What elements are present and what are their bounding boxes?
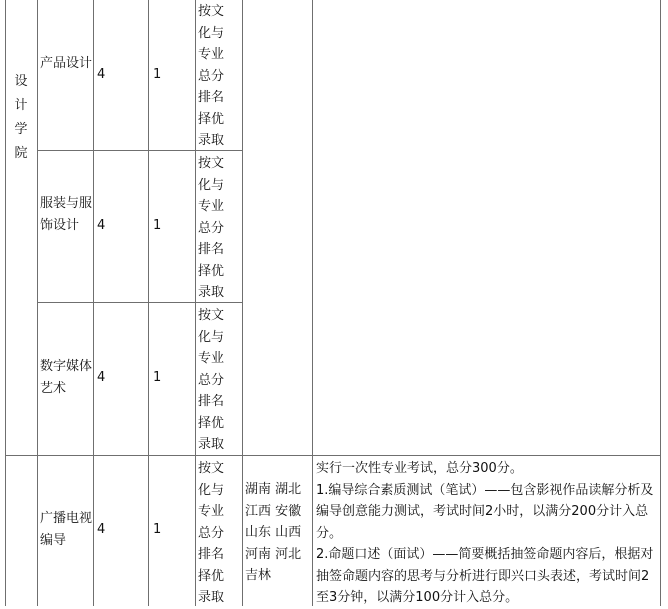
grid-line [93,0,94,606]
years-cell [97,215,105,237]
years-cell [97,367,105,389]
rule-cell [198,1,228,152]
rule-cell [198,458,228,609]
college-name: 设计学院 [14,74,28,161]
exam-summary: 实行一次性专业考试，总分300分。 [316,461,523,476]
major-cell [40,508,92,551]
rule-text: 按文化与专业总分排名择优录取 [198,461,225,605]
grid-line [148,0,149,606]
rule-text: 按文化与专业总分排名择优录取 [198,4,225,148]
years-value: 4 [97,370,106,385]
major-cell [40,356,92,399]
grid-line [312,0,313,606]
years-value: 4 [97,67,106,82]
exam-cell [316,458,658,609]
quota-cell [153,519,161,541]
major-name: 数字媒体艺术 [40,359,93,396]
years-value: 4 [97,522,106,537]
rule-cell [198,305,228,456]
rule-cell [198,153,228,304]
major-cell [40,53,92,75]
quota-value: 1 [153,67,162,82]
years-cell [97,64,105,86]
rule-text: 按文化与专业总分排名择优录取 [198,156,225,300]
grid-line [37,0,38,606]
grid-line [242,0,243,606]
quota-value: 1 [153,218,162,233]
years-value: 4 [97,218,106,233]
quota-value: 1 [153,522,162,537]
quota-cell [153,215,161,237]
major-name: 广播电视编导 [40,511,93,548]
provinces-cell [245,479,311,587]
college-cell [7,70,35,166]
major-name: 服装与服饰设计 [40,196,93,233]
rule-text: 按文化与专业总分排名择优录取 [198,308,225,452]
provinces-text: 湖南 湖北 江西 安徽 山东 山西 河南 河北 吉林 [245,482,302,583]
quota-cell [153,367,161,389]
grid-line [660,0,661,606]
major-cell [40,193,92,236]
exam-oral-test: 2.命题口述（面试）——简要概括抽签命题内容后，根据对抽签命题内容的思考与分析进行即兴口头表述，考试时间2至3分钟，以满分100分计入总分。 [316,547,654,605]
grid-line [195,0,196,606]
grid-line [5,0,6,606]
exam-written-test: 1.编导综合素质测试（笔试）——包含影视作品读解分析及编导创意能力测试，考试时间2小时，以满分200分计入总分。 [316,482,654,541]
quota-cell [153,64,161,86]
major-name: 产品设计 [40,56,93,71]
years-cell [97,519,105,541]
quota-value: 1 [153,370,162,385]
grid-line [5,455,661,456]
